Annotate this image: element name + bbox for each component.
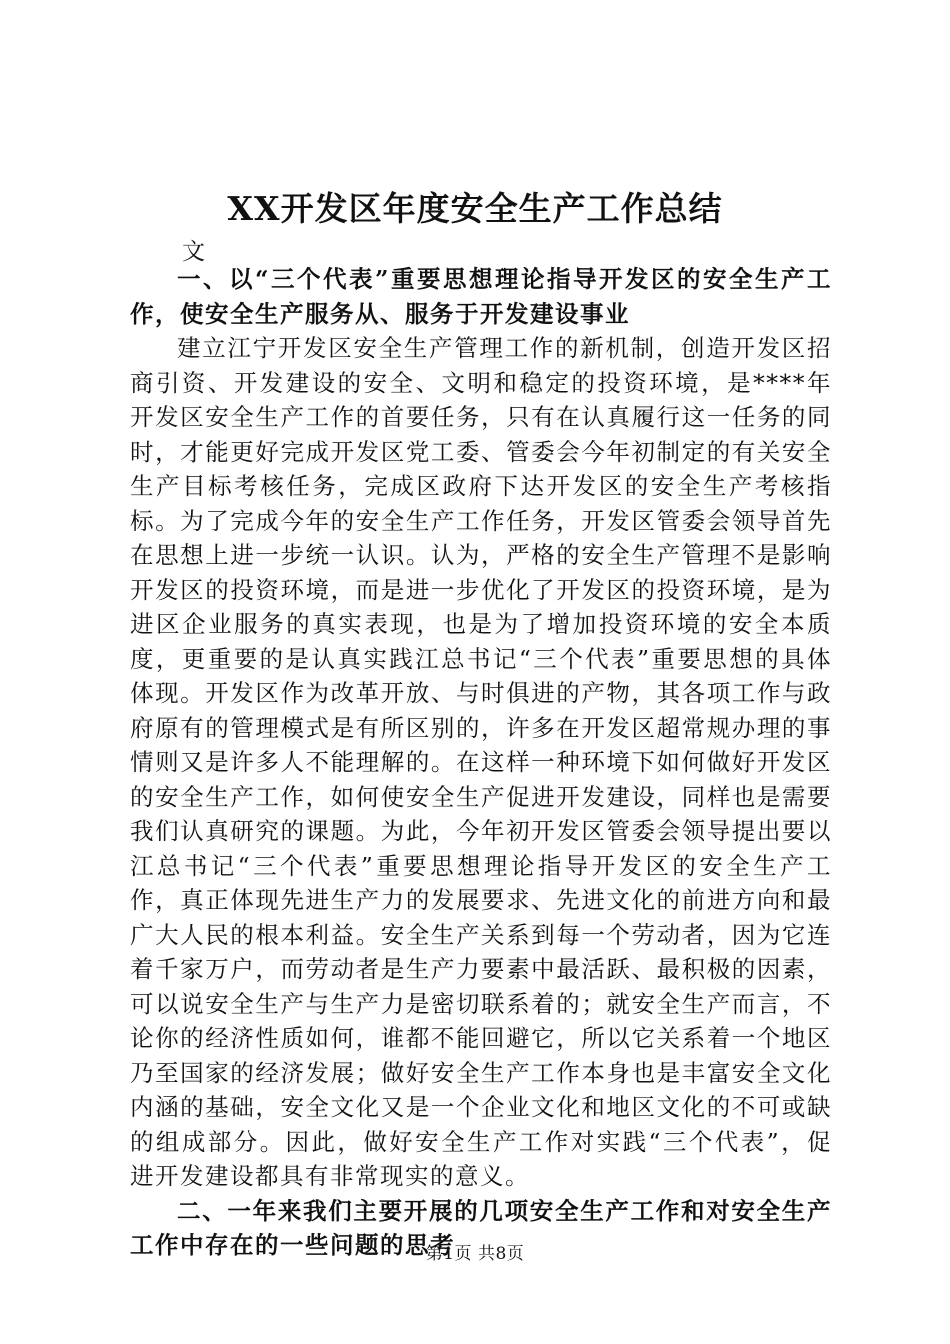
section-1-heading: 一、以“三个代表”重要思想理论指导开发区的安全生产工作，使安全生产服务从、服务于开发建设事业 bbox=[130, 265, 832, 328]
page-number-footer: 第1页 共8页 bbox=[425, 1244, 525, 1264]
document-body bbox=[130, 262, 832, 1263]
section-2-heading: 二、一年来我们主要开展的几项安全生产工作和对安全生产工作中存在的一些问题的思考 bbox=[130, 1196, 832, 1259]
author-line: 文 bbox=[182, 239, 205, 265]
document-title: XX开发区年度安全生产工作总结 bbox=[227, 189, 723, 228]
section-1-paragraph: 建立江宁开发区安全生产管理工作的新机制，创造开发区招商引资、开发建设的安全、文明和稳定的投资环境，是****年开发区安全生产工作的首要任务，只有在认真履行这一任务的同时，才能更好完成开发区党工委、管委会今年初制定的有关安全生产目标考核任务，完成区政府下达开发区的安全生产考核指标。为了完成今年的安全生产工作任务，开发区管委会领导首先在思想上进一步统一认识。认为，严格的安全生产管理不是影响开发区的投资环境，而是进一步优化了开发区的投资环境，是为进区企业服务的真实表现，也是为了增加投资环境的安全本质度，更重要的是认真实践江总书记“三个代表”重要思想的具体体现。开发区作为改革开放、与时俱进的产物，其各项工作与政府原有的管理模式是有所区别的，许多在开发区超常规办理的事情则又是许多人不能理解的。在这样一种环境下如何做好开发区的安全生产工作，如何使安全生产促进开发建设，同样也是需要我们认真研究的课题。为此，今年初开发区管委会领导提出要以江总书记“三个代表”重要思想理论指导开发区的安全生产工作，真正体现先进生产力的发展要求、先进文化的前进方向和最广大人民的根本利益。安全生产关系到每一个劳动者，因为它连着千家万户，而劳动者是生产力要素中最活跃、最积极的因素，可以说安全生产与生产力是密切联系着的；就安全生产而言，不论你的经济性质如何，谁都不能回避它，所以它关系着一个地区乃至国家的经济发展；做好安全生产工作本身也是丰富安全文化内涵的基础，安全文化又是一个企业文化和地区文化的不可或缺的组成部分。因此，做好安全生产工作对实践“三个代表”，促进开发建设都具有非常现实的意义。 bbox=[130, 334, 832, 1190]
